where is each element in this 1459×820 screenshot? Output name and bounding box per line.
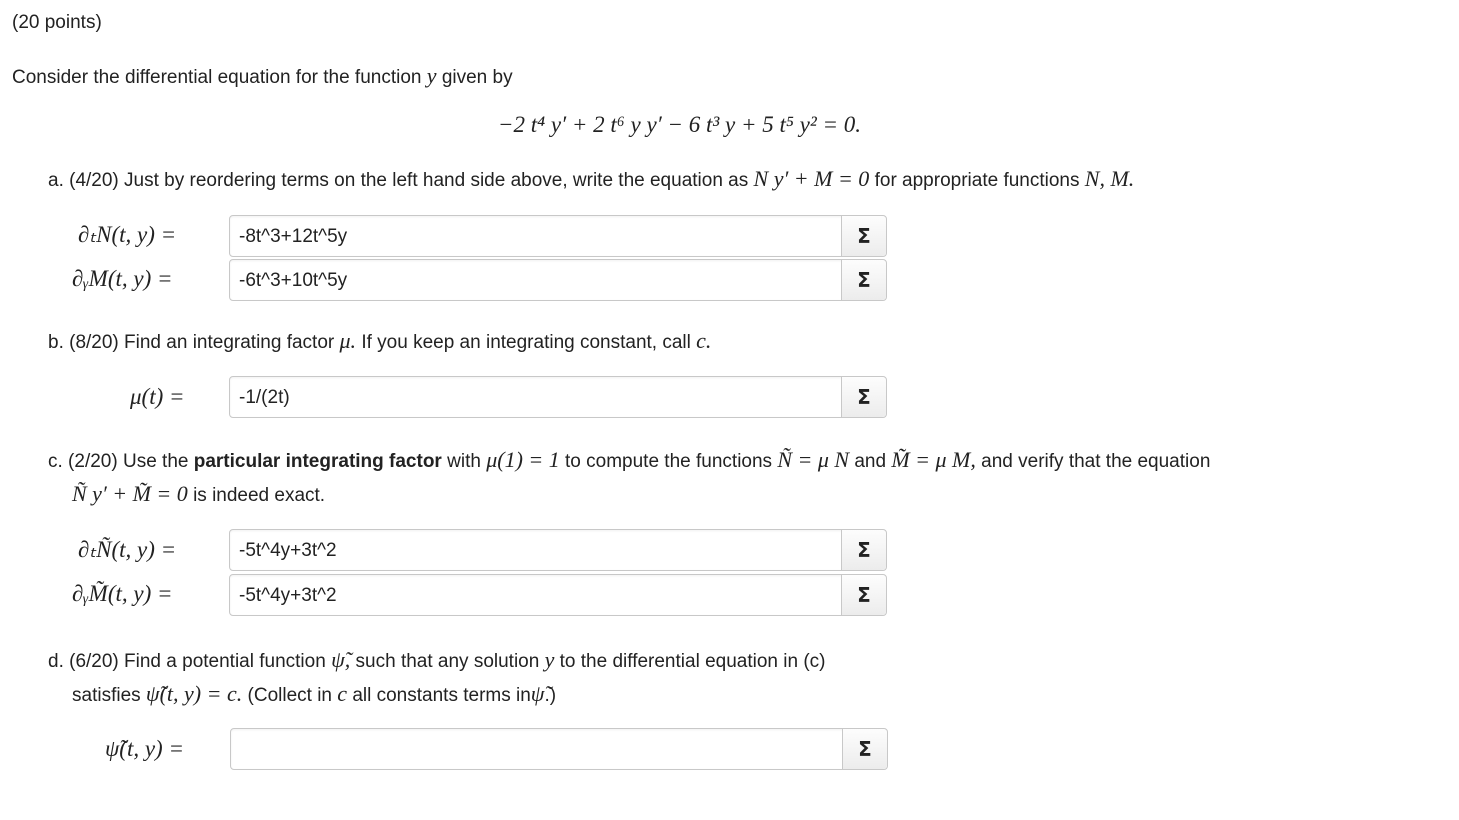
part-d-prompt-line1: d. (6/20) Find a potential function ψ̃, such that any solution y to the differential equation in (c) — [48, 647, 826, 672]
dyMtilde-label: ∂ᵧM̃(t, y) = — [72, 581, 173, 606]
dtNtilde-value[interactable]: -5t^4y+3t^2 — [239, 540, 337, 561]
dtN-sigma-button[interactable]: Σ — [841, 216, 886, 256]
part-c-prompt-line1: c. (2/20) Use the particular integrating factor with μ(1) = 1 to compute the functions Ñ = μ N and M̃ = μ M, and verify that the equation — [48, 447, 1211, 472]
dyM-value[interactable]: -6t^3+10t^5y — [239, 270, 348, 291]
dtN-label: ∂ₜN(t, y) = — [78, 222, 177, 247]
dtNtilde-label: ∂ₜÑ(t, y) = — [78, 537, 177, 562]
dyMtilde-sigma-button[interactable]: Σ — [841, 575, 886, 615]
part-d-prompt-line2: satisfies ψ̃(t, y) = c. (Collect in c all constants terms inψ̃.) — [72, 681, 557, 706]
dtN-value[interactable]: -8t^3+12t^5y — [239, 226, 348, 247]
dyMtilde-input[interactable] — [229, 574, 887, 616]
intro-text: Consider the differential equation for the function y given by — [12, 63, 513, 88]
part-c-prompt-line2: Ñ y′ + M̃ = 0 is indeed exact. — [72, 481, 326, 506]
dyM-sigma-button[interactable]: Σ — [841, 260, 886, 300]
dtN-input[interactable] — [229, 215, 887, 257]
main-equation: −2 t⁴ y′ + 2 t⁶ y y′ − 6 t³ y + 5 t⁵ y² = 0. — [498, 112, 862, 137]
mu-sigma-button[interactable]: Σ — [841, 377, 886, 417]
part-a-prompt: a. (4/20) Just by reordering terms on the left hand side above, write the equation as N y′ + M = 0 for appropriate functions N, M. — [48, 166, 1135, 191]
dyMtilde-value[interactable]: -5t^4y+3t^2 — [239, 585, 337, 606]
dyM-input[interactable] — [229, 259, 887, 301]
mu-label: μ(t) = — [130, 384, 185, 409]
psi-label: ψ̃(t, y) = — [105, 736, 184, 761]
points-header: (20 points) — [12, 12, 102, 33]
mu-value[interactable]: -1/(2t) — [239, 387, 290, 408]
part-b-prompt: b. (8/20) Find an integrating factor μ. If you keep an integrating constant, call c. — [48, 328, 712, 353]
dtNtilde-sigma-button[interactable]: Σ — [841, 530, 886, 570]
dyM-label: ∂ᵧM(t, y) = — [72, 266, 173, 291]
psi-input[interactable] — [230, 728, 888, 770]
dtNtilde-input[interactable] — [229, 529, 887, 571]
psi-sigma-button[interactable]: Σ — [842, 729, 887, 769]
mu-input[interactable] — [229, 376, 887, 418]
